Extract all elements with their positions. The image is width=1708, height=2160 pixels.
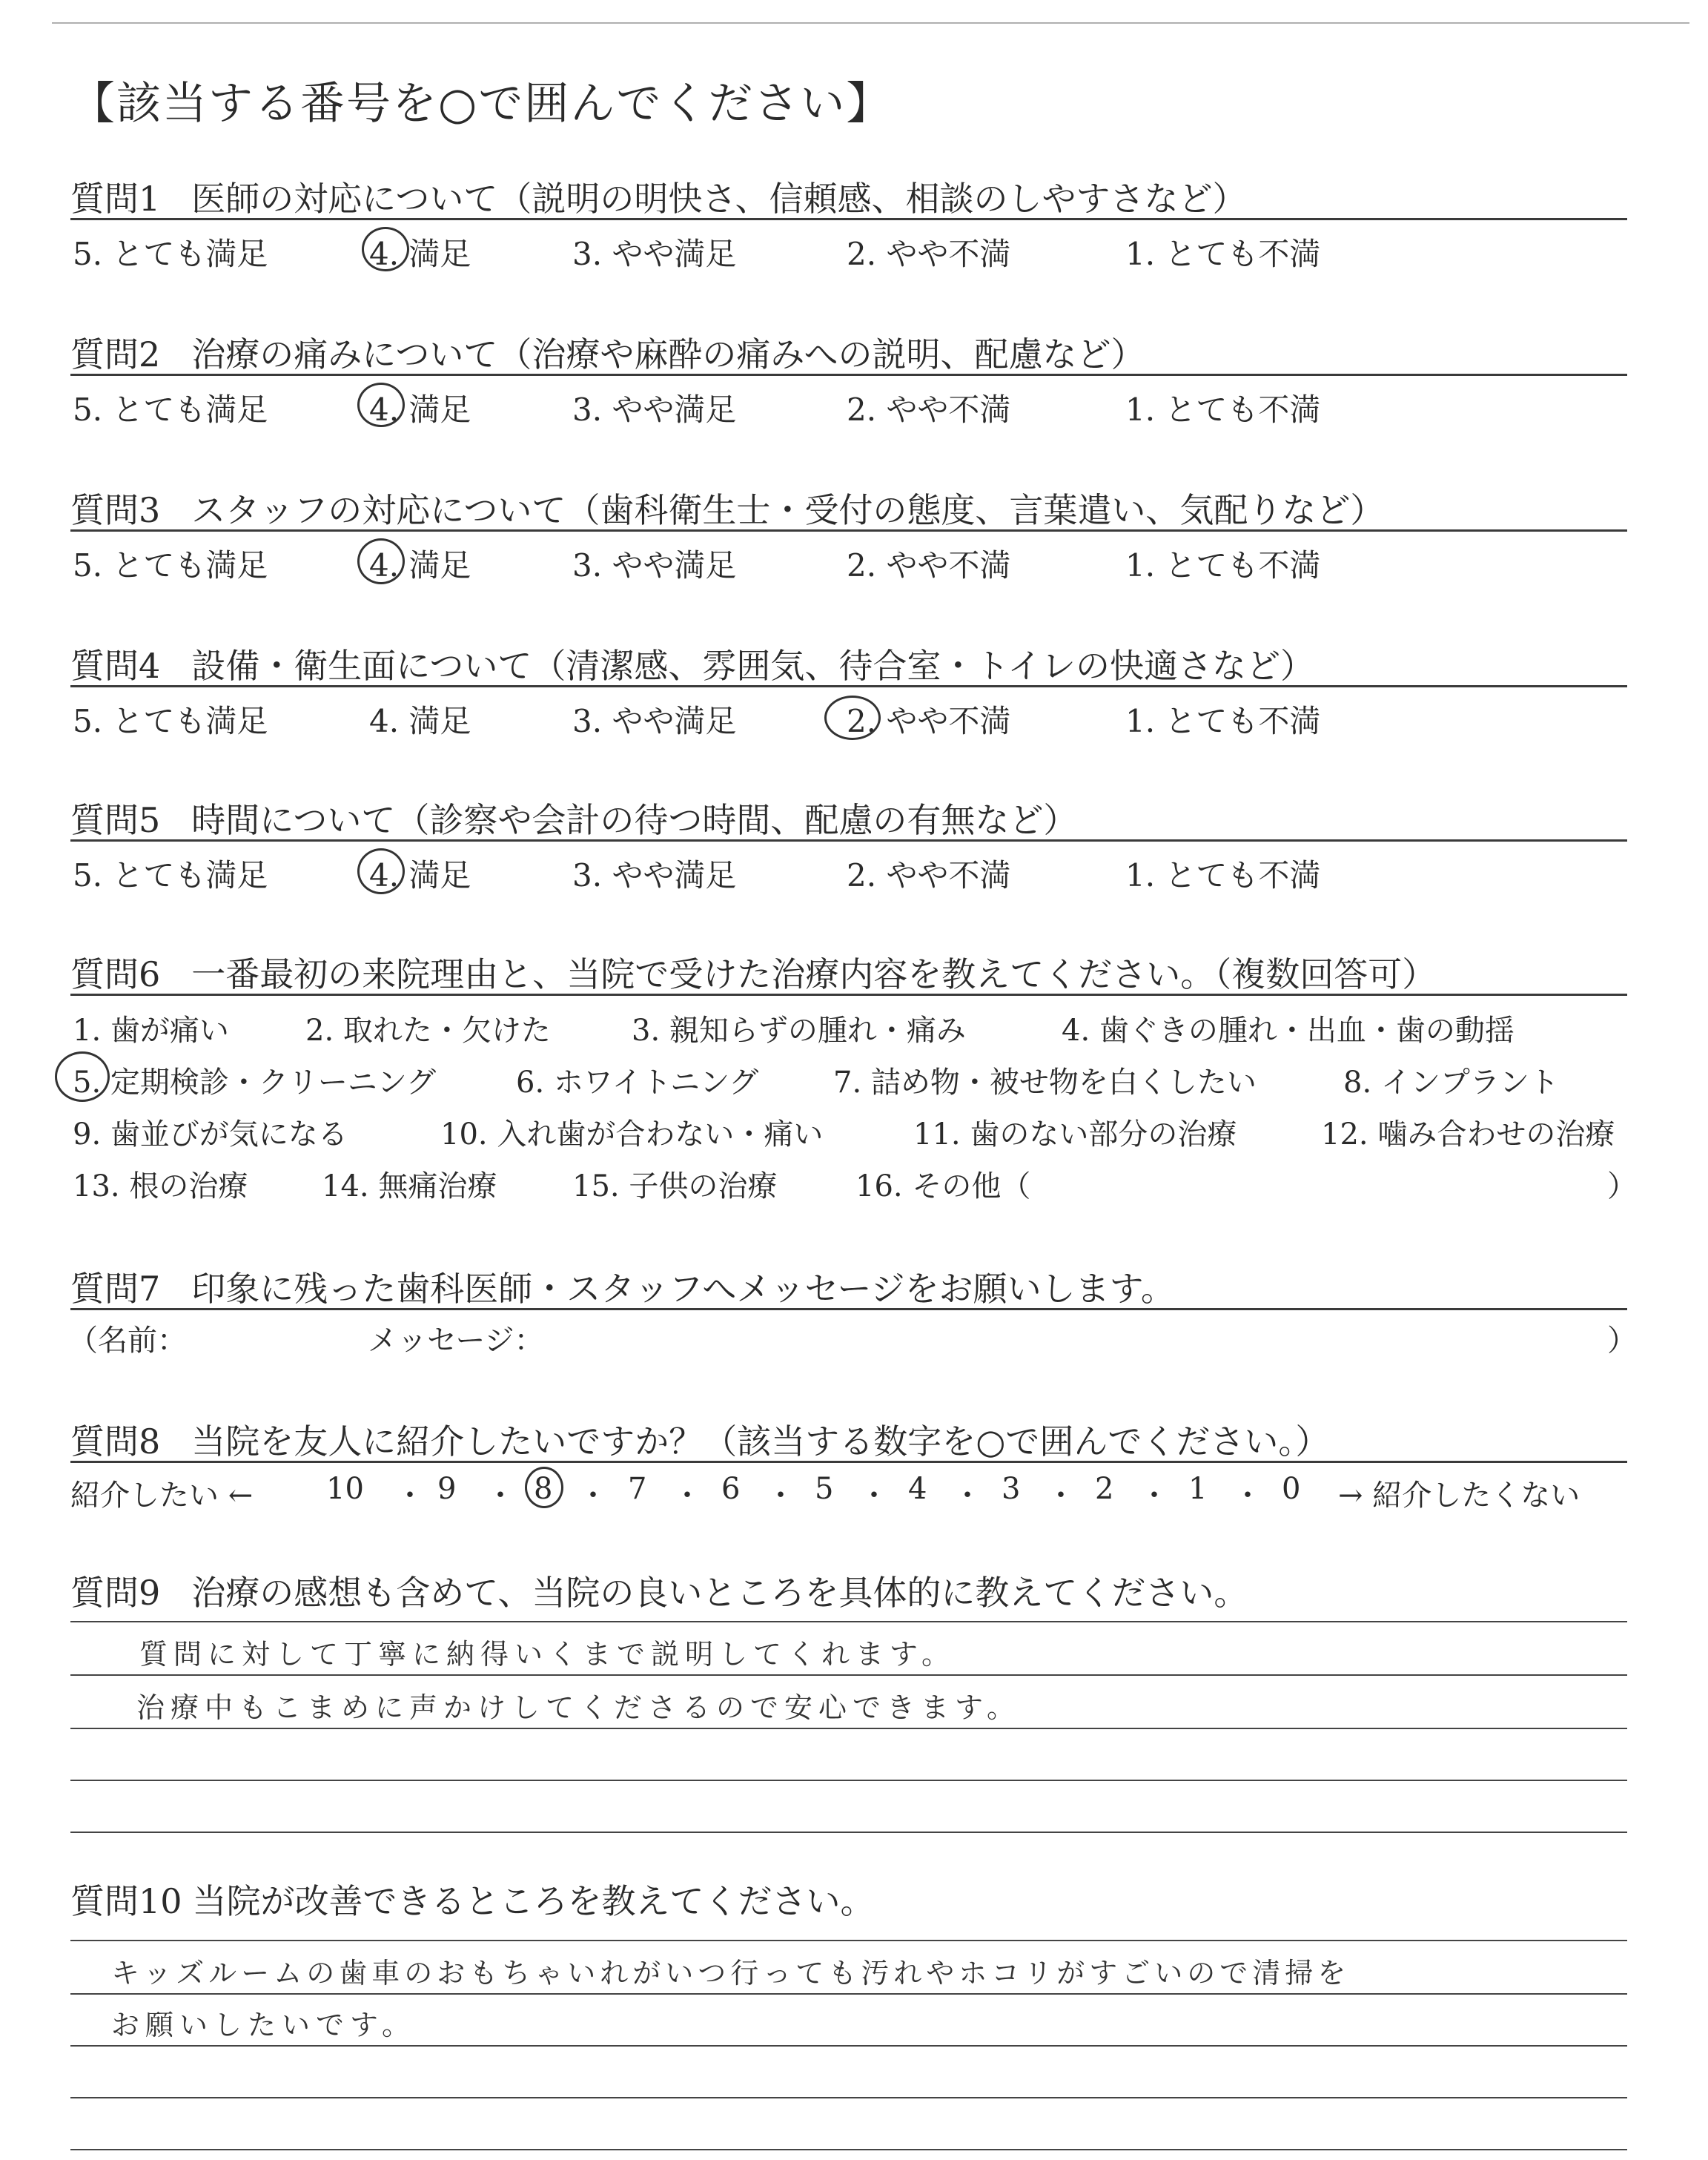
q9-answer-line-2: 治療中もこまめに声かけしてくださるので安心できます。 bbox=[136, 1691, 1021, 1724]
question-number: 質問7 bbox=[70, 1269, 161, 1309]
question-number: 質問8 bbox=[70, 1421, 161, 1462]
q8-dot: ・ bbox=[1233, 1479, 1262, 1513]
q6-option-10[interactable]: 10. 入れ歯が合わない・痛い bbox=[440, 1117, 824, 1152]
question-number: 質問9 bbox=[70, 1573, 161, 1613]
answer-line bbox=[70, 2045, 1627, 2047]
q1-option-5[interactable]: 5. とても満足 bbox=[73, 236, 268, 272]
q5-option-4[interactable]: 4. 満足 bbox=[369, 857, 471, 894]
q8-dot: ・ bbox=[1046, 1479, 1076, 1513]
question-10-title bbox=[70, 1875, 875, 1923]
q3-option-2[interactable]: 2. やや不満 bbox=[847, 547, 1011, 584]
question-3-title bbox=[70, 483, 1384, 532]
q8-scale-row bbox=[70, 1472, 1627, 1513]
q8-scale-3[interactable]: 3 bbox=[1002, 1472, 1021, 1506]
q4-option-3[interactable]: 3. やや満足 bbox=[572, 703, 737, 739]
question-9-title bbox=[70, 1566, 1248, 1615]
q8-dot: ・ bbox=[859, 1479, 889, 1513]
question-7-title bbox=[70, 1262, 1175, 1311]
q8-scale-10[interactable]: 10 bbox=[326, 1472, 364, 1506]
q6-option-5[interactable]: 5. 定期検診・クリーニング bbox=[73, 1066, 437, 1100]
answer-line bbox=[70, 1728, 1627, 1729]
q10-answer-line-2: お願いしたいです。 bbox=[111, 2009, 416, 2041]
answer-line bbox=[70, 2097, 1627, 2098]
q8-dot: ・ bbox=[672, 1479, 702, 1513]
question-underline bbox=[70, 994, 1627, 996]
q7-message-label: メッセージ： bbox=[368, 1324, 544, 1358]
q8-scale-8[interactable]: 8 bbox=[534, 1472, 553, 1506]
q2-selection-circle bbox=[357, 383, 405, 427]
page-title: 【該当する番号を○で囲んでください】 bbox=[70, 78, 893, 130]
q7-close-paren: ） bbox=[1607, 1324, 1637, 1358]
question-6-title bbox=[70, 948, 1436, 997]
q2-option-3[interactable]: 3. やや満足 bbox=[572, 392, 737, 428]
q1-selection-circle bbox=[362, 227, 409, 271]
q3-option-1[interactable]: 1. とても不満 bbox=[1125, 547, 1321, 584]
q2-option-1[interactable]: 1. とても不満 bbox=[1125, 392, 1321, 428]
q3-option-5[interactable]: 5. とても満足 bbox=[73, 547, 268, 584]
q2-option-4[interactable]: 4. 満足 bbox=[369, 392, 471, 428]
question-underline bbox=[70, 374, 1627, 376]
question-text: 医師の対応について（説明の明快さ、信頼感、相談のしやすさなど） bbox=[191, 179, 1247, 219]
q4-selection-circle bbox=[824, 696, 881, 740]
question-number: 質問3 bbox=[70, 490, 161, 530]
question-underline bbox=[70, 529, 1627, 532]
q1-option-2[interactable]: 2. やや不満 bbox=[847, 236, 1011, 272]
q8-scale-1[interactable]: 1 bbox=[1188, 1472, 1208, 1506]
question-text: スタッフの対応について（歯科衛生士・受付の態度、言葉遣い、気配りなど） bbox=[191, 490, 1385, 530]
q1-option-1[interactable]: 1. とても不満 bbox=[1125, 236, 1321, 272]
question-text: 印象に残った歯科医師・スタッフへメッセージをお願いします。 bbox=[191, 1269, 1175, 1309]
q8-dot: ・ bbox=[578, 1479, 608, 1513]
q8-right-label: → 紹介したくない bbox=[1338, 1479, 1580, 1513]
q6-option-12[interactable]: 12. 噛み合わせの治療 bbox=[1321, 1117, 1615, 1152]
question-underline bbox=[70, 839, 1627, 842]
q5-option-1[interactable]: 1. とても不満 bbox=[1125, 857, 1321, 894]
answer-line bbox=[70, 1621, 1627, 1622]
q4-option-5[interactable]: 5. とても満足 bbox=[73, 703, 268, 739]
answer-line bbox=[70, 1832, 1627, 1833]
q8-dot: ・ bbox=[1139, 1479, 1169, 1513]
q6-option-2[interactable]: 2. 取れた・欠けた bbox=[305, 1014, 551, 1048]
q10-answer-line-1: キッズルームの歯車のおもちゃいれがいつ行っても汚れやホコリがすごいので清掃を bbox=[111, 1957, 1351, 1989]
answer-line bbox=[70, 1993, 1627, 1995]
q8-scale-9[interactable]: 9 bbox=[437, 1472, 457, 1506]
q5-option-5[interactable]: 5. とても満足 bbox=[73, 857, 268, 894]
q6-option-7[interactable]: 7. 詰め物・被せ物を白くしたい bbox=[833, 1066, 1257, 1100]
q8-scale-0[interactable]: 0 bbox=[1282, 1472, 1301, 1506]
q4-option-4[interactable]: 4. 満足 bbox=[369, 703, 471, 739]
q2-option-5[interactable]: 5. とても満足 bbox=[73, 392, 268, 428]
q6-option-16[interactable]: 16. その他（ bbox=[855, 1169, 1031, 1203]
q3-selection-circle bbox=[357, 538, 405, 584]
q6-option-3[interactable]: 3. 親知らずの腫れ・痛み bbox=[632, 1014, 966, 1048]
question-4-title bbox=[70, 639, 1314, 688]
question-number: 質問1 bbox=[70, 179, 161, 219]
answer-line bbox=[70, 1780, 1627, 1781]
question-underline bbox=[70, 1461, 1627, 1463]
question-text: 治療の感想も含めて、当院の良いところを具体的に教えてください。 bbox=[191, 1573, 1248, 1613]
q2-option-2[interactable]: 2. やや不満 bbox=[847, 392, 1011, 428]
q5-selection-circle bbox=[357, 848, 405, 894]
q6-option-1[interactable]: 1. 歯が痛い bbox=[73, 1014, 229, 1048]
q6-close-paren: ） bbox=[1607, 1169, 1637, 1203]
question-5-title bbox=[70, 793, 1077, 842]
question-underline bbox=[70, 1308, 1627, 1310]
q8-scale-4[interactable]: 4 bbox=[908, 1472, 927, 1506]
question-number: 質問10 bbox=[70, 1881, 182, 1921]
question-text: 当院が改善できるところを教えてください。 bbox=[192, 1881, 875, 1921]
q6-option-13[interactable]: 13. 根の治療 bbox=[73, 1169, 248, 1203]
q6-option-9[interactable]: 9. 歯並びが気になる bbox=[73, 1117, 348, 1152]
q8-scale-6[interactable]: 6 bbox=[721, 1472, 741, 1506]
q6-option-11[interactable]: 11. 歯のない部分の治療 bbox=[913, 1117, 1237, 1152]
q8-dot: ・ bbox=[766, 1479, 795, 1513]
question-number: 質問2 bbox=[70, 334, 161, 374]
question-number: 質問6 bbox=[70, 954, 161, 994]
q6-selection-circle bbox=[55, 1051, 110, 1102]
q4-option-1[interactable]: 1. とても不満 bbox=[1125, 703, 1321, 739]
question-underline bbox=[70, 218, 1627, 220]
q6-option-15[interactable]: 15. 子供の治療 bbox=[572, 1169, 778, 1203]
q7-name-label: （名前： bbox=[68, 1324, 187, 1358]
q6-option-8[interactable]: 8. インプラント bbox=[1343, 1066, 1559, 1100]
question-number: 質問5 bbox=[70, 800, 161, 840]
q8-dot: ・ bbox=[486, 1479, 515, 1513]
q6-option-6[interactable]: 6. ホワイトニング bbox=[516, 1066, 759, 1100]
q3-option-3[interactable]: 3. やや満足 bbox=[572, 547, 737, 584]
question-underline bbox=[70, 685, 1627, 687]
question-text: 設備・衛生面について（清潔感、雰囲気、待合室・トイレの快適さなど） bbox=[191, 646, 1315, 686]
question-text: 治療の痛みについて（治療や麻酔の痛みへの説明、配慮など） bbox=[191, 334, 1145, 374]
q8-dot: ・ bbox=[395, 1479, 425, 1513]
q5-option-2[interactable]: 2. やや不満 bbox=[847, 857, 1011, 894]
q9-answer-line-1: 質問に対して丁寧に納得いくまで説明してくれます。 bbox=[139, 1638, 956, 1671]
question-text: 一番最初の来院理由と、当院で受けた治療内容を教えてください。（複数回答可） bbox=[191, 954, 1437, 994]
answer-line bbox=[70, 2149, 1627, 2150]
q6-option-14[interactable]: 14. 無痛治療 bbox=[322, 1169, 497, 1203]
q4-option-2[interactable]: 2. やや不満 bbox=[847, 703, 1011, 739]
q8-left-label: 紹介したい ← bbox=[70, 1479, 254, 1513]
question-8-title bbox=[70, 1415, 1329, 1464]
q6-option-4[interactable]: 4. 歯ぐきの腫れ・出血・歯の動揺 bbox=[1062, 1014, 1515, 1048]
question-number: 質問4 bbox=[70, 646, 161, 686]
q3-option-4[interactable]: 4. 満足 bbox=[369, 547, 471, 584]
q8-selection-circle bbox=[525, 1467, 563, 1508]
q8-scale-2[interactable]: 2 bbox=[1095, 1472, 1114, 1506]
q1-option-4[interactable]: 4. 満足 bbox=[369, 236, 471, 272]
question-2-title bbox=[70, 328, 1145, 377]
q1-option-3[interactable]: 3. やや満足 bbox=[572, 236, 737, 272]
question-text: 時間について（診察や会計の待つ時間、配慮の有無など） bbox=[191, 800, 1078, 840]
q8-scale-7[interactable]: 7 bbox=[628, 1472, 647, 1506]
q8-scale-5[interactable]: 5 bbox=[815, 1472, 834, 1506]
q5-option-3[interactable]: 3. やや満足 bbox=[572, 857, 737, 894]
top-border bbox=[52, 22, 1689, 24]
q8-dot: ・ bbox=[953, 1479, 982, 1513]
answer-line bbox=[70, 1940, 1627, 1941]
answer-line bbox=[70, 1674, 1627, 1676]
question-1-title bbox=[70, 172, 1247, 221]
question-text: 当院を友人に紹介したいですか？（該当する数字を○で囲んでください。） bbox=[191, 1421, 1330, 1462]
